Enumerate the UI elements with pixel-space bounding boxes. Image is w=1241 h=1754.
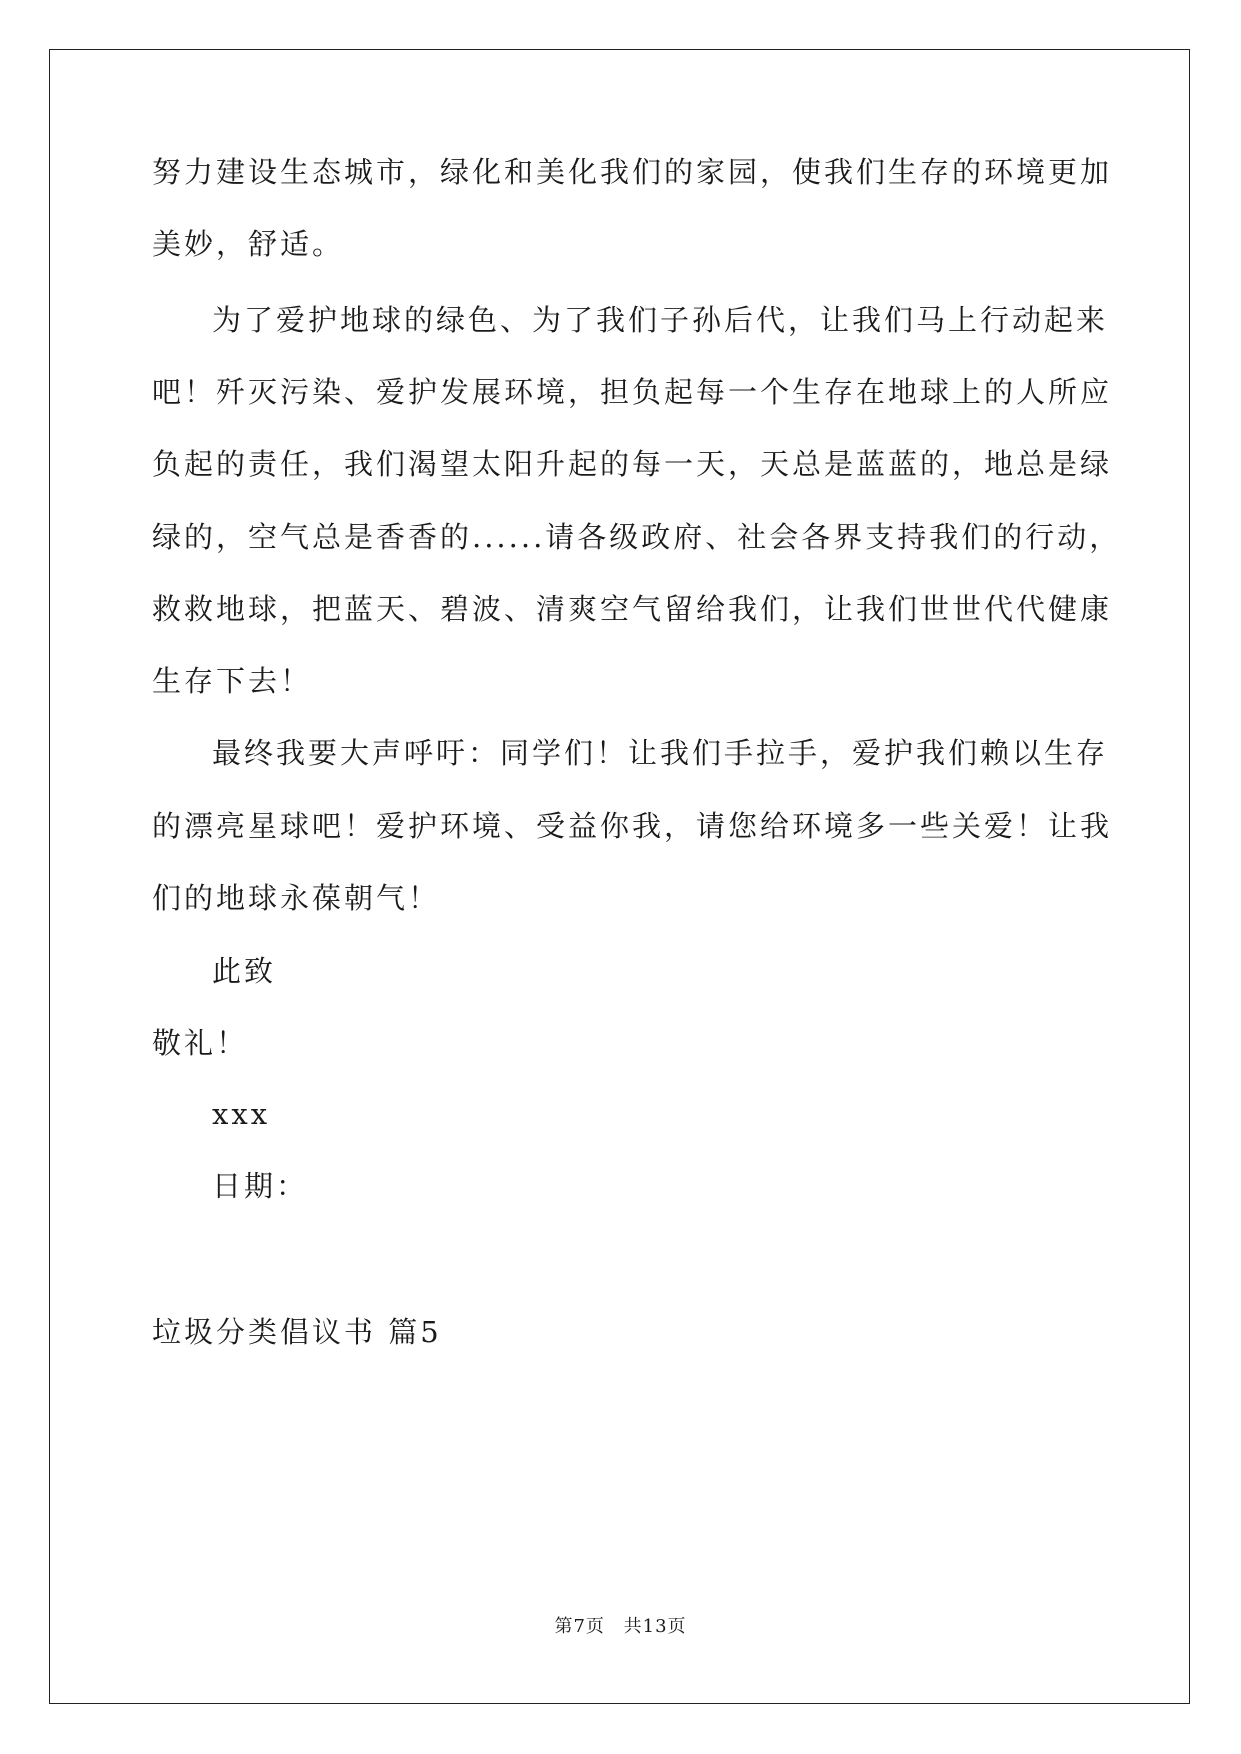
body-line-5: 负起的责任，我们渴望太阳升起的每一天，天总是蓝蓝的，地总是绿 (152, 447, 1113, 481)
page-number: 第7页 (554, 1616, 605, 1637)
respect-closing: 敬礼！ (152, 1026, 249, 1060)
page-total: 共13页 (623, 1616, 687, 1637)
body-line-6: 绿的，空气总是香香的......请各级政府、社会各界支持我们的行动， (152, 520, 1122, 554)
body-line-2: 美妙，舒适。 (152, 227, 345, 261)
page-border (49, 49, 1190, 1704)
body-line-10: 的漂亮星球吧！爱护环境、受益你我，请您给环境多一些关爱！让我 (152, 809, 1113, 843)
signature: xxx (212, 1097, 271, 1131)
body-line-8: 生存下去！ (152, 664, 313, 698)
body-line-11: 们的地球永葆朝气！ (152, 881, 441, 915)
body-line-9: 最终我要大声呼吁：同学们！让我们手拉手，爱护我们赖以生存 (212, 736, 1109, 770)
body-line-3: 为了爱护地球的绿色、为了我们子孙后代，让我们马上行动起来 (212, 303, 1109, 337)
page-footer (0, 1612, 1241, 1638)
salutation: 此致 (212, 954, 277, 988)
date-label: 日期： (212, 1169, 309, 1203)
body-line-1: 努力建设生态城市，绿化和美化我们的家园，使我们生存的环境更加 (152, 155, 1113, 189)
body-line-7: 救救地球，把蓝天、碧波、清爽空气留给我们，让我们世世代代健康 (152, 592, 1113, 626)
body-line-4: 吧！歼灭污染、爱护发展环境，担负起每一个生存在地球上的人所应 (152, 375, 1113, 409)
section-heading: 垃圾分类倡议书 篇5 (152, 1315, 442, 1349)
